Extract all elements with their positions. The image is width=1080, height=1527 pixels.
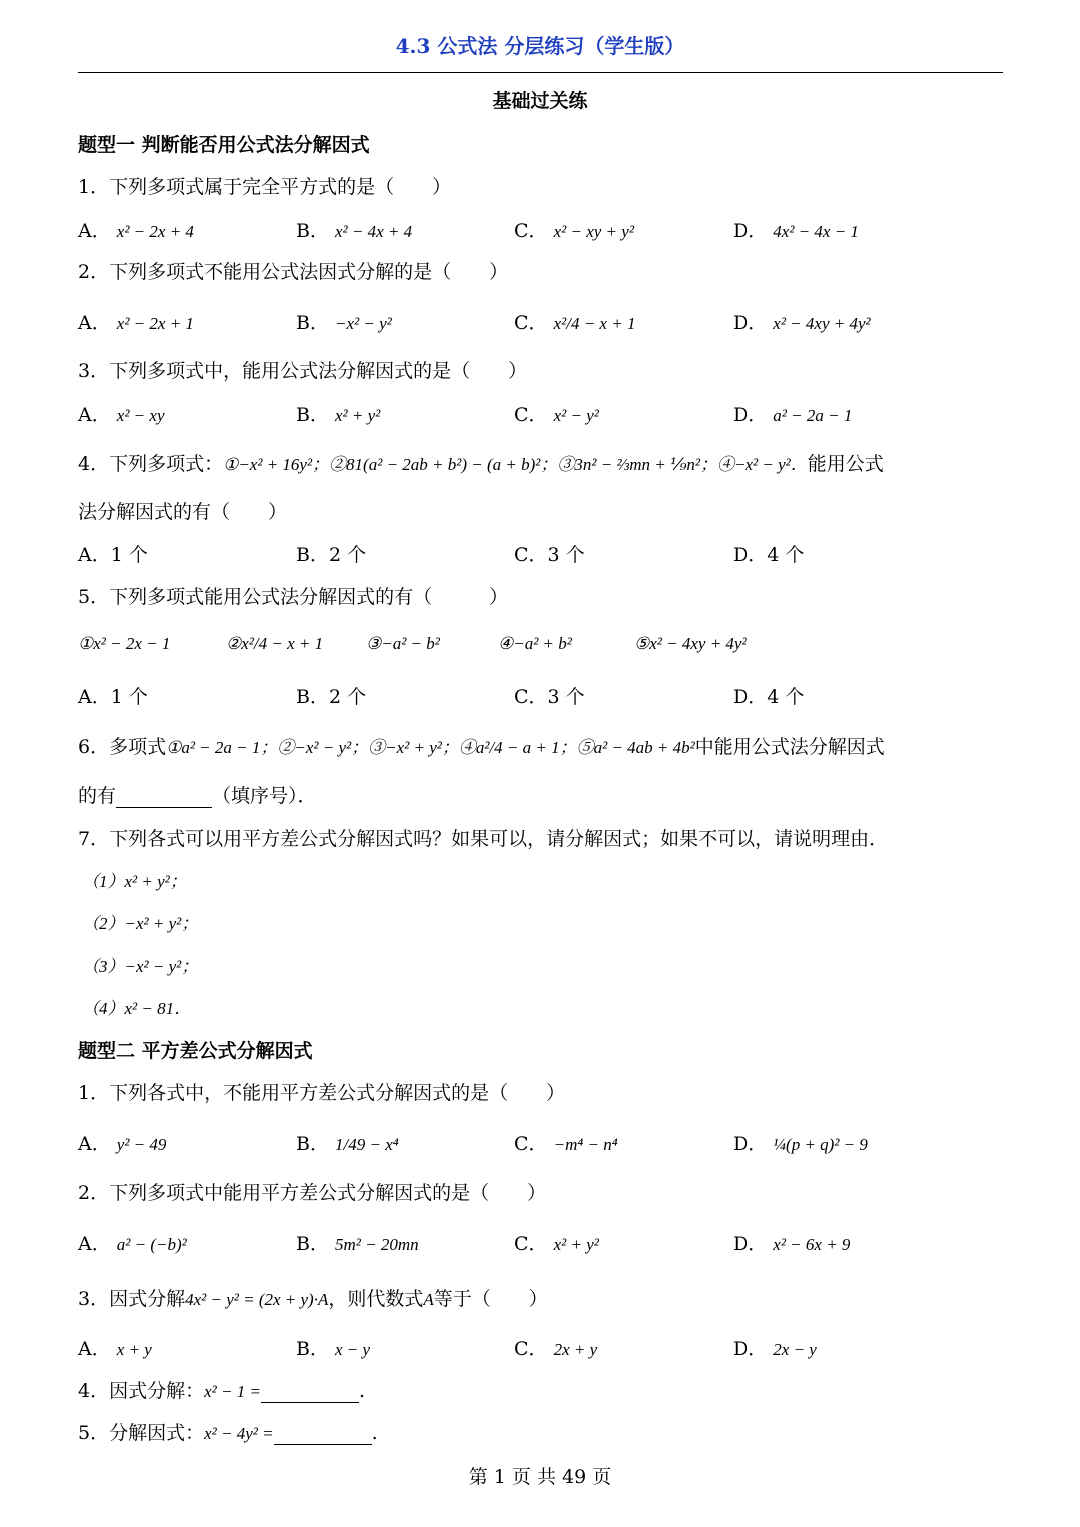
q2-option-b: B． −x² − y²: [296, 312, 392, 334]
s2-q3-option-a: A． x + y: [78, 1338, 152, 1360]
q5-option-a: A．1 个: [78, 686, 148, 708]
q5-item-1: ①x² − 2x − 1: [78, 634, 171, 653]
s2-q1-option-a: A． y² − 49: [78, 1133, 167, 1155]
q3-stem: 3．下列多项式中，能用公式法分解因式的是（ ）: [78, 360, 528, 382]
s2-q2-option-c: C． x² + y²: [514, 1233, 599, 1255]
q7-part-3: （3）−x² − y²；: [82, 957, 199, 976]
s2-q4-answer-blank[interactable]: [261, 1380, 359, 1403]
q5-item-4: ④−a² + b²: [498, 634, 572, 653]
q7-part-1: （1）x² + y²；: [82, 872, 187, 891]
section-1-title: 题型一 判断能否用公式法分解因式: [78, 134, 370, 156]
q4-option-c: C．3 个: [514, 544, 585, 566]
q2-option-c: C． x²/4 − x + 1: [514, 312, 636, 334]
s2-q2-option-d: D． x² − 6x + 9: [733, 1233, 851, 1255]
header-rule: [78, 72, 1003, 73]
q7-stem: 7．下列各式可以用平方差公式分解因式吗？如果可以，请分解因式；如果不可以，请说明理由．: [78, 828, 889, 850]
q4-line2: 法分解因式的有（ ）: [78, 501, 288, 523]
s2-q5: 5．分解因式：x² − 4y² = .: [78, 1422, 378, 1444]
q4-line1: 4．下列多项式：①−x² + 16y²；②81(a² − 2ab + b²) − (a + b)²；③3n² − ⅔mn + ⅑n²；④−x² − y²．能用公式: [78, 453, 884, 475]
s2-q3-option-b: B． x − y: [296, 1338, 371, 1360]
s2-q1-stem: 1．下列各式中，不能用平方差公式分解因式的是（ ）: [78, 1082, 566, 1104]
s2-q3-stem: 3．因式分解4x² − y² = (2x + y)·A，则代数式A等于（ ）: [78, 1288, 548, 1310]
s2-q1-option-d: D． ¼(p + q)² − 9: [733, 1133, 868, 1155]
q1-option-b: B． x² − 4x + 4: [296, 220, 413, 242]
q6-line1: 6．多项式①a² − 2a − 1；②−x² − y²；③−x² + y²；④a²/4 − a + 1；⑤a² − 4ab + 4b²中能用公式法分解因式: [78, 736, 885, 758]
q5-option-b: B．2 个: [296, 686, 367, 708]
q5-option-d: D．4 个: [733, 686, 805, 708]
q7-part-4: （4）x² − 81．: [82, 999, 192, 1018]
s2-q2-stem: 2．下列多项式中能用平方差公式分解因式的是（ ）: [78, 1182, 547, 1204]
s2-q5-answer-blank[interactable]: [274, 1422, 372, 1445]
q6-line2: 的有 （填序号）．: [78, 785, 317, 807]
s2-q3-option-d: D． 2x − y: [733, 1338, 817, 1360]
q5-item-5: ⑤x² − 4xy + 4y²: [634, 634, 747, 653]
q5-option-c: C．3 个: [514, 686, 585, 708]
q1-option-c: C． x² − xy + y²: [514, 220, 634, 242]
s2-q2-option-b: B． 5m² − 20mn: [296, 1233, 419, 1255]
q4-option-a: A．1 个: [78, 544, 148, 566]
page-header-title: 4.3 公式法 分层练习（学生版）: [395, 34, 685, 58]
q4-option-d: D．4 个: [733, 544, 805, 566]
q3-option-b: B． x² + y²: [296, 404, 381, 426]
q1-option-a: A． x² − 2x + 4: [78, 220, 194, 242]
page-footer: 第 1 页 共 49 页: [468, 1466, 612, 1488]
q3-option-c: C． x² − y²: [514, 404, 599, 426]
q3-option-a: A． x² − xy: [78, 404, 165, 426]
q5-stem: 5．下列多项式能用公式法分解因式的有（ ）: [78, 586, 509, 608]
q1-stem: 1．下列多项式属于完全平方式的是（ ）: [78, 176, 452, 198]
q6-answer-blank[interactable]: [116, 785, 212, 808]
q5-item-3: ③−a² − b²: [366, 634, 440, 653]
q2-option-d: D． x² − 4xy + 4y²: [733, 312, 871, 334]
s2-q4: 4．因式分解：x² − 1 = .: [78, 1380, 365, 1402]
section-subtitle: 基础过关练: [492, 90, 588, 112]
s2-q1-option-b: B． 1/49 − x⁴: [296, 1133, 399, 1155]
q3-option-d: D． a² − 2a − 1: [733, 404, 853, 426]
section-2-title: 题型二 平方差公式分解因式: [78, 1040, 313, 1062]
s2-q3-option-c: C． 2x + y: [514, 1338, 598, 1360]
q4-option-b: B．2 个: [296, 544, 367, 566]
q2-option-a: A． x² − 2x + 1: [78, 312, 194, 334]
s2-q2-option-a: A． a² − (−b)²: [78, 1233, 187, 1255]
q5-item-2: ②x²/4 − x + 1: [226, 634, 324, 653]
q2-stem: 2．下列多项式不能用公式法因式分解的是（ ）: [78, 261, 509, 283]
q7-part-2: （2）−x² + y²；: [82, 914, 199, 933]
q1-option-d: D． 4x² − 4x − 1: [733, 220, 859, 242]
s2-q1-option-c: C． −m⁴ − n⁴: [514, 1133, 618, 1155]
